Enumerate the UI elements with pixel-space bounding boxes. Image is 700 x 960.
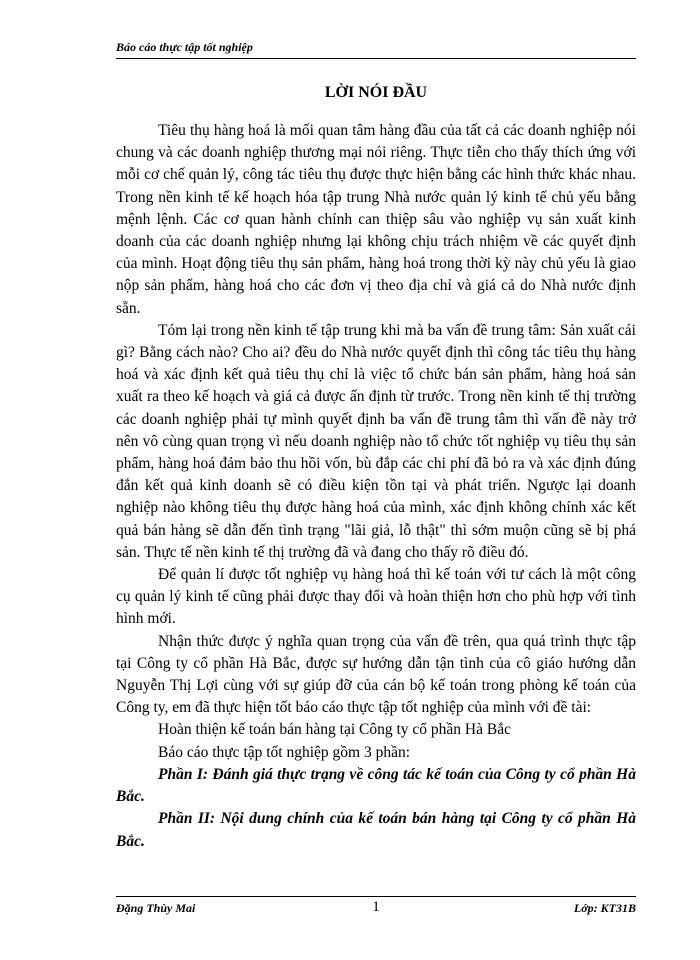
page-footer	[116, 896, 636, 921]
report-structure-intro: Báo cáo thực tập tốt nghiệp gồm 3 phần:	[158, 743, 411, 761]
document-body	[116, 120, 636, 853]
footer-class: Lớp: KT31B	[573, 901, 636, 915]
page-number: 1	[372, 899, 380, 915]
part-2-heading: Phần II: Nội dung chính của kế toán bán hàng tại Công ty cổ phần Hà Bắc.	[116, 810, 636, 850]
page-title: LỜI NÓI ĐẦU	[324, 84, 428, 101]
page-header: Báo cáo thực tập tốt nghiệp	[116, 38, 636, 59]
part-1-heading: Phần I: Đánh giá thực trạng về công tác kế toán của Công ty cổ phần Hà Bắc.	[116, 765, 636, 806]
footer-author: Đặng Thùy Mai	[116, 901, 196, 915]
paragraph-4: Nhận thức được ý nghĩa quan trọng của vấn đề trên, qua quá trình thực tập tại Công ty cổ phần Hà Bắc, được sự hướng dẫn tận tình của cô giáo hướng dẫn Nguyễn Thị Lợi cùng với sự giúp đỡ của cán bộ kế toán trong phòng kế toán của Công ty, em đã thực hiện tốt báo cáo thực tập tốt nghiệp của mình với đề tài:	[116, 632, 636, 717]
paragraph-3: Để quản lí được tốt nghiệp vụ hàng hoá thì kế toán với tư cách là một công cụ quản lý kinh tế cũng phải được thay đổi và hoàn thiện hơn cho phù hợp với tình hình mới.	[116, 566, 636, 628]
paragraph-1: Tiêu thụ hàng hoá là mối quan tâm hàng đầu của tất cả các doanh nghiệp nói chung và các doanh nghiệp thương mại nói riêng. Thực tiễn cho thấy thích ứng với mỗi cơ chế quản lý, công tác tiêu thụ được thực hiện bằng các hình thức khác nhau. Trong nền kinh tế kế hoạch hóa tập trung Nhà nước quản lý kinh tế chủ yếu bằng mệnh lệnh. Các cơ quan hành chính can thiệp sâu vào nghiệp vụ sản xuất kinh doanh của các doanh nghiệp nhưng lại không chịu trách nhiệm về các quyết định của mình. Hoạt động tiêu thụ sản phẩm, hàng hoá trong thời kỳ này chủ yếu là giao nộp sản phẩm, hàng hoá cho các đơn vị theo địa chỉ và giá cả do Nhà nước định sẵn.	[116, 122, 636, 317]
thesis-topic: Hoàn thiện kế toán bán hàng tại Công ty cổ phần Hà Bắc	[158, 721, 511, 739]
paragraph-2: Tóm lại trong nền kinh tế tập trung khi mà ba vấn đề trung tâm: Sản xuất cái gì? Bằng cách nào? Cho ai? đều do Nhà nước quyết định thì công tác tiêu thụ hàng hoá và xác định kết quả tiêu thụ chỉ là việc tổ chức bán sản phẩm, hàng hoá sản xuất ra theo kế hoạch và giá cả được ấn định từ trước. Trong nền kinh tế thị trường các doanh nghiệp phải tự mình quyết định ba vấn đề trung tâm thì vấn đề này trở nên vô cùng quan trọng vì nếu doanh nghiệp nào tổ chức tốt nghiệp vụ tiêu thụ sản phẩm, hàng hoá đảm bảo thu hồi vốn, bù đắp các chi phí đã bỏ ra và xác định đúng đắn kết quả kinh doanh sẽ có điều kiện tồn tại và phát triển. Ngược lại doanh nghiệp nào không tiêu thụ được hàng hoá của mình, xác định không chính xác kết quả bán hàng sẽ dẫn đến tình trạng "lãi giả, lỗ thật" thì sớm muộn cũng sẽ bị phá sản. Thực tế nền kinh tế thị trường đã và đang cho thấy rõ điều đó.	[116, 321, 636, 561]
